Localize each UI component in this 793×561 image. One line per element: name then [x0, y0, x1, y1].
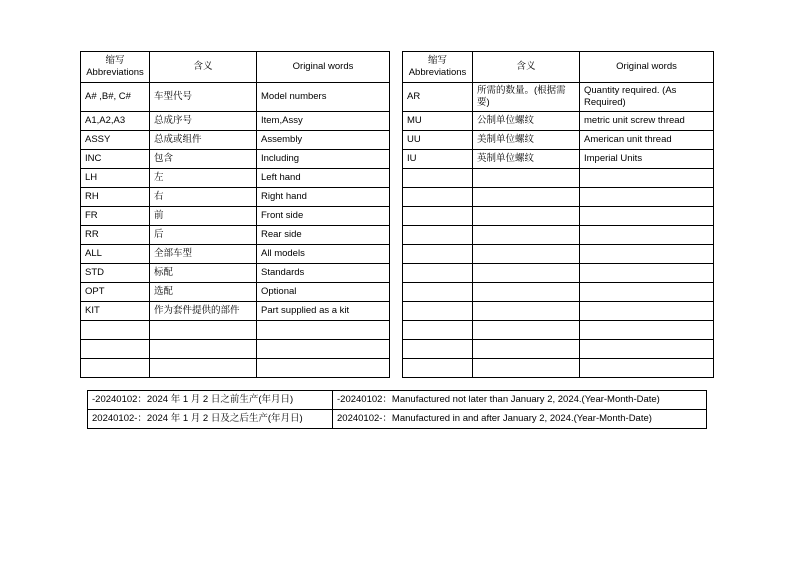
left-original-header: Original words	[257, 52, 390, 83]
right-abbr-cell	[403, 226, 473, 245]
table-row	[81, 359, 714, 378]
right-meaning-cell: 英制单位螺纹	[473, 150, 580, 169]
right-original-cell: Imperial Units	[580, 150, 714, 169]
left-abbr-cell: ASSY	[81, 131, 150, 150]
left-abbr-header	[81, 52, 150, 83]
left-meaning-cell: 后	[150, 226, 257, 245]
left-abbr-cell	[81, 340, 150, 359]
right-meaning-cell	[473, 283, 580, 302]
left-original-cell: Rear side	[257, 226, 390, 245]
left-meaning-cell: 左	[150, 169, 257, 188]
left-abbr-header-en: Abbreviations	[86, 67, 144, 78]
right-abbr-cell	[403, 207, 473, 226]
right-original-cell	[580, 169, 714, 188]
table-row	[81, 112, 714, 131]
column-gap	[390, 321, 403, 340]
right-abbr-header	[403, 52, 473, 83]
left-original-cell: Standards	[257, 264, 390, 283]
right-original-cell	[580, 226, 714, 245]
right-original-cell: metric unit screw thread	[580, 112, 714, 131]
right-meaning-cell	[473, 207, 580, 226]
right-meaning-cell	[473, 340, 580, 359]
left-abbr-cell	[81, 321, 150, 340]
left-meaning-cell: 车型代号	[150, 83, 257, 112]
right-abbr-cell	[403, 188, 473, 207]
right-original-cell: American unit thread	[580, 131, 714, 150]
right-abbr-cell: MU	[403, 112, 473, 131]
left-original-cell	[257, 359, 390, 378]
column-gap	[390, 264, 403, 283]
column-gap	[390, 112, 403, 131]
right-original-header: Original words	[580, 52, 714, 83]
right-meaning-cell	[473, 245, 580, 264]
right-original-cell	[580, 207, 714, 226]
table-row	[81, 245, 714, 264]
right-meaning-cell: 所需的数量。(根据需要)	[473, 83, 580, 112]
right-abbr-cell	[403, 283, 473, 302]
left-meaning-cell	[150, 359, 257, 378]
column-gap	[390, 169, 403, 188]
date-note-zh: -20240102：2024 年 1 月 2 日之前生产(年月日)	[88, 391, 333, 410]
left-abbr-cell: FR	[81, 207, 150, 226]
table-row	[81, 188, 714, 207]
left-abbr-header-zh: 缩写	[105, 55, 125, 66]
left-original-cell: Front side	[257, 207, 390, 226]
right-original-cell	[580, 264, 714, 283]
left-original-cell: Model numbers	[257, 83, 390, 112]
right-meaning-cell: 公制单位螺纹	[473, 112, 580, 131]
table-row	[81, 207, 714, 226]
left-abbr-cell: A1,A2,A3	[81, 112, 150, 131]
left-meaning-cell: 标配	[150, 264, 257, 283]
left-abbr-cell: STD	[81, 264, 150, 283]
right-original-cell	[580, 359, 714, 378]
left-original-cell: Optional	[257, 283, 390, 302]
right-original-cell: Quantity required. (As Required)	[580, 83, 714, 112]
column-gap	[390, 83, 403, 112]
left-abbr-cell: RH	[81, 188, 150, 207]
date-note-zh: 20240102-：2024 年 1 月 2 日及之后生产(年月日)	[88, 410, 333, 429]
right-meaning-cell	[473, 264, 580, 283]
right-abbr-cell	[403, 264, 473, 283]
left-abbr-cell: ALL	[81, 245, 150, 264]
column-gap	[390, 340, 403, 359]
column-gap	[390, 52, 403, 83]
table-row	[81, 264, 714, 283]
table-row	[81, 340, 714, 359]
left-abbr-cell: INC	[81, 150, 150, 169]
right-original-cell	[580, 302, 714, 321]
column-gap	[390, 359, 403, 378]
right-meaning-cell	[473, 188, 580, 207]
column-gap	[390, 131, 403, 150]
left-meaning-cell: 总成序号	[150, 112, 257, 131]
left-abbr-cell: RR	[81, 226, 150, 245]
column-gap	[390, 245, 403, 264]
date-note-en: -20240102：Manufactured not later than January 2, 2024.(Year-Month-Date)	[333, 391, 707, 410]
left-original-cell	[257, 340, 390, 359]
right-abbr-cell: UU	[403, 131, 473, 150]
left-meaning-cell: 全部车型	[150, 245, 257, 264]
column-gap	[390, 283, 403, 302]
table-row	[81, 321, 714, 340]
table-row	[81, 226, 714, 245]
left-original-cell	[257, 321, 390, 340]
column-gap	[390, 226, 403, 245]
left-abbr-cell: OPT	[81, 283, 150, 302]
date-notes-table	[87, 390, 707, 429]
left-original-cell: All models	[257, 245, 390, 264]
abbreviations-table	[80, 51, 714, 378]
right-meaning-cell: 美制单位螺纹	[473, 131, 580, 150]
left-original-cell: Assembly	[257, 131, 390, 150]
table-row	[81, 150, 714, 169]
left-meaning-cell: 前	[150, 207, 257, 226]
table-row	[81, 169, 714, 188]
left-meaning-cell	[150, 340, 257, 359]
right-meaning-cell	[473, 359, 580, 378]
right-abbr-header-en: Abbreviations	[408, 67, 467, 78]
right-meaning-cell	[473, 169, 580, 188]
date-note-en: 20240102-：Manufactured in and after January 2, 2024.(Year-Month-Date)	[333, 410, 707, 429]
table-row	[81, 83, 714, 112]
table-row	[81, 131, 714, 150]
right-abbr-cell	[403, 245, 473, 264]
right-original-cell	[580, 283, 714, 302]
right-original-cell	[580, 188, 714, 207]
right-meaning-cell	[473, 302, 580, 321]
date-note-row	[88, 410, 707, 429]
date-note-row	[88, 391, 707, 410]
right-abbr-cell	[403, 169, 473, 188]
column-gap	[390, 302, 403, 321]
table-row	[81, 283, 714, 302]
left-original-cell: Including	[257, 150, 390, 169]
column-gap	[390, 188, 403, 207]
left-abbr-cell: KIT	[81, 302, 150, 321]
left-meaning-header: 含义	[150, 52, 257, 83]
right-abbr-cell: AR	[403, 83, 473, 112]
left-original-cell: Left hand	[257, 169, 390, 188]
left-abbr-cell: LH	[81, 169, 150, 188]
left-meaning-cell: 右	[150, 188, 257, 207]
table-row	[81, 302, 714, 321]
right-abbr-cell: IU	[403, 150, 473, 169]
right-original-cell	[580, 245, 714, 264]
right-abbr-cell	[403, 340, 473, 359]
table-header-row	[81, 52, 714, 83]
left-meaning-cell: 包含	[150, 150, 257, 169]
left-meaning-cell: 选配	[150, 283, 257, 302]
left-abbr-cell	[81, 359, 150, 378]
left-original-cell: Right hand	[257, 188, 390, 207]
left-meaning-cell: 总成或组件	[150, 131, 257, 150]
left-meaning-cell: 作为套件提供的部件	[150, 302, 257, 321]
right-abbr-cell	[403, 359, 473, 378]
column-gap	[390, 150, 403, 169]
column-gap	[390, 207, 403, 226]
right-abbr-cell	[403, 321, 473, 340]
right-abbr-header-zh: 缩写	[427, 55, 447, 66]
right-meaning-cell	[473, 321, 580, 340]
left-original-cell: Part supplied as a kit	[257, 302, 390, 321]
right-meaning-header: 含义	[473, 52, 580, 83]
left-abbr-cell: A# ,B#, C#	[81, 83, 150, 112]
left-original-cell: Item,Assy	[257, 112, 390, 131]
left-meaning-cell	[150, 321, 257, 340]
right-original-cell	[580, 321, 714, 340]
right-abbr-cell	[403, 302, 473, 321]
right-original-cell	[580, 340, 714, 359]
right-meaning-cell	[473, 226, 580, 245]
